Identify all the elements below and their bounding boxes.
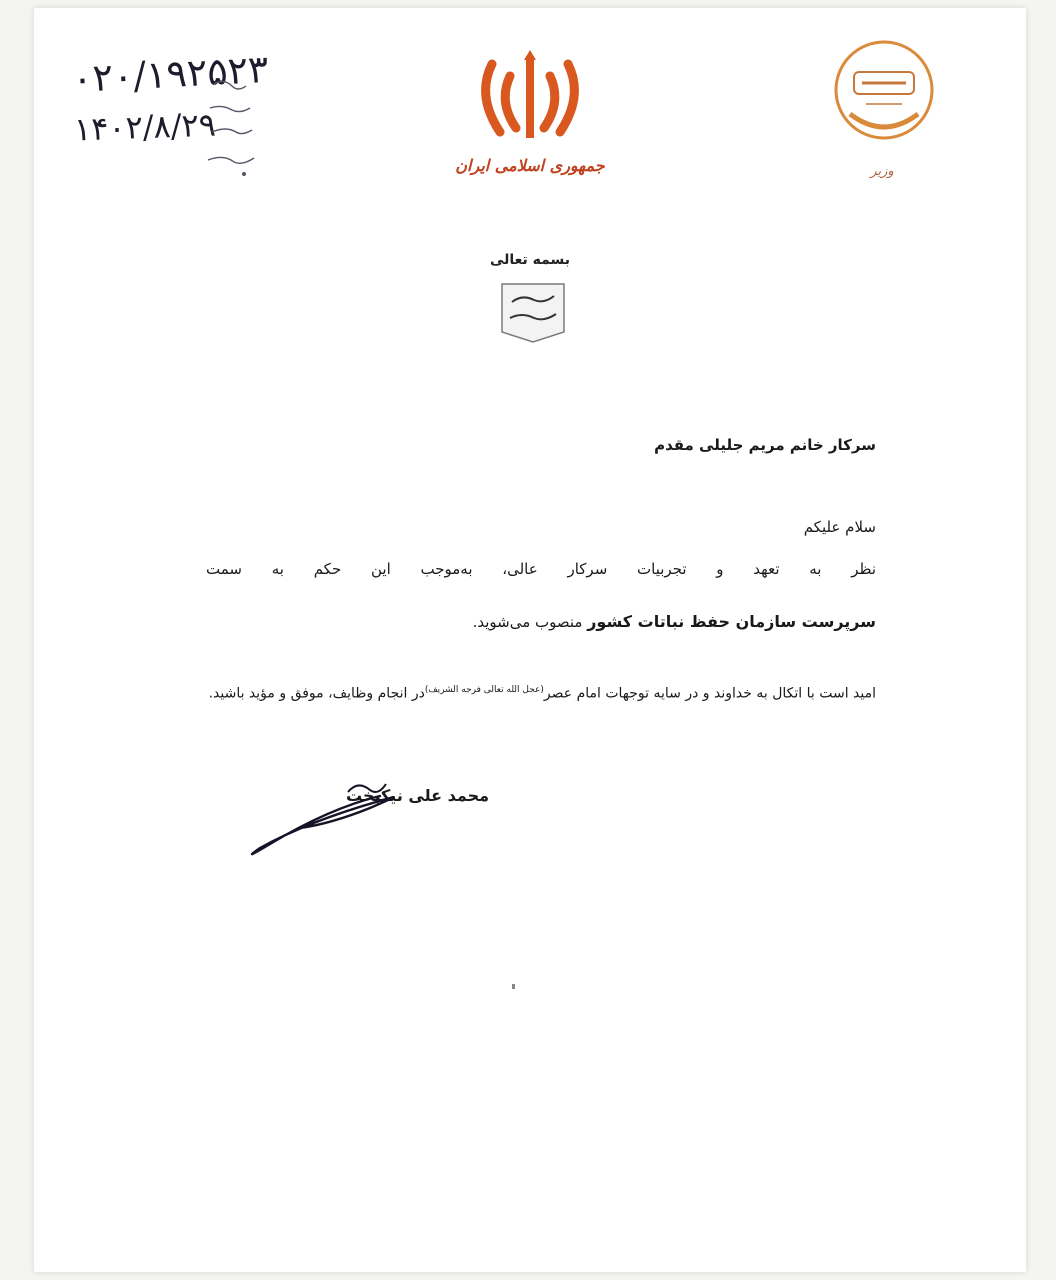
letter-date: ۱۴۰۲/۸/۲۹ (73, 105, 217, 149)
wishes-honorific: (عجل الله تعالی فرجه الشریف) (424, 685, 544, 695)
paragraph-position (206, 612, 876, 631)
basmala: بسمه تعالی (489, 252, 571, 268)
seal-caption: وزیر (870, 164, 894, 179)
emblem-caption: جمهوری اسلامی ایران (455, 156, 605, 175)
ministry-seal-icon (832, 38, 936, 142)
year-slogan-badge-icon (494, 282, 572, 344)
position-title: سرپرست سازمان حفظ نباتات کشور (587, 612, 876, 631)
position-suffix: منصوب می‌شوید. (472, 613, 588, 631)
signatory-name: محمد علی نیکبخت (346, 786, 490, 805)
signature-icon (230, 768, 410, 864)
paragraph-wishes (206, 668, 876, 716)
paragraph-appointment: نظر به تعهد و تجربیات سرکار عالی، به‌موجب این حکم به سمت (206, 560, 876, 578)
greeting: سلام علیکم (803, 518, 876, 536)
iran-emblem-icon (470, 46, 590, 146)
recipient: سرکار خانم مریم جلیلی مقدم (654, 436, 876, 454)
letter-number: ۰۲۰/۱۹۲۵۲۳ (70, 46, 270, 102)
wishes-part-a: امید است با اتکال به خداوند و در سایه توجهات امام عصر (543, 685, 876, 702)
wishes-part-b: در انجام وظایف، موفق و مؤید باشید. (208, 685, 425, 702)
handwritten-notes-icon (204, 74, 264, 184)
scan-speck (512, 984, 515, 989)
letter-page (34, 8, 1026, 1272)
